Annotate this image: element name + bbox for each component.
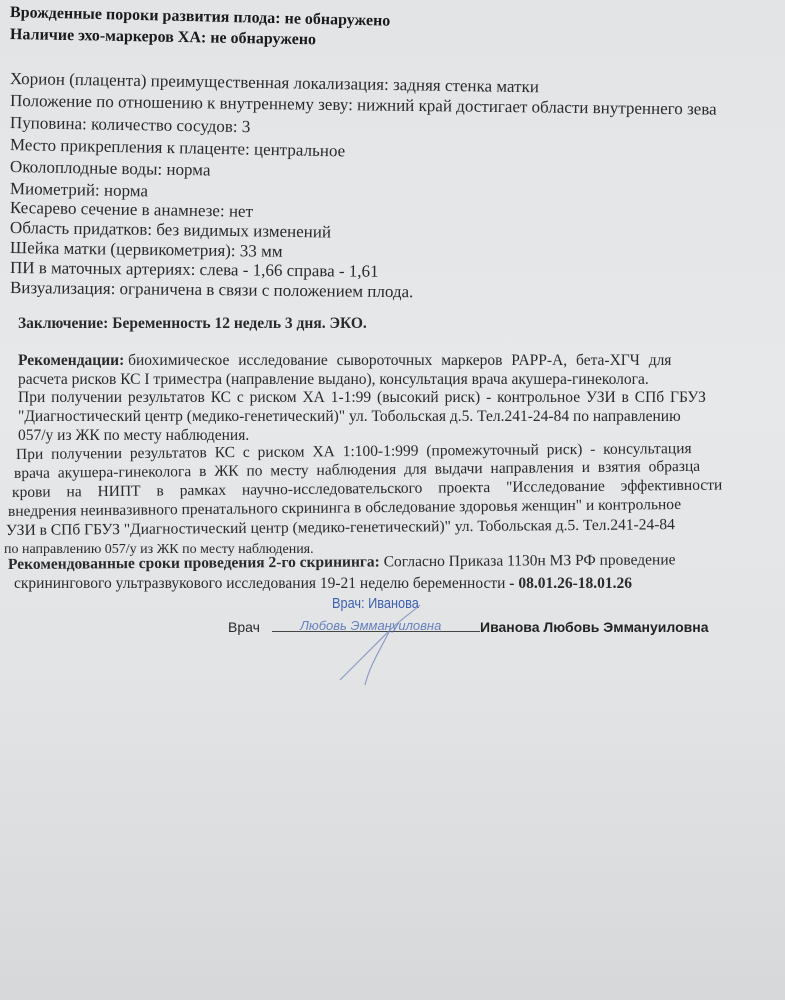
recommendation-line-10: УЗИ в СПб ГБУЗ "Диагностический центр (медико-генетический)" ул. Тобольская д.5. Тел.241-24-84 [5, 516, 675, 539]
recommendation-line-9: внедрения неинвазивного пренатального скрининга в обследование здоровья женщин" и контрольное [7, 495, 682, 520]
screening-line-1 [8, 551, 676, 574]
recommendation-line-4: "Диагностический центр (медико-генетический)" ул. Тобольская д.5. Тел.241-24-84 по направлению [18, 408, 681, 425]
recommendation-line-5: 057/у из ЖК по месту наблюдения. [18, 427, 250, 444]
screening-text-2: скринингового ультразвукового исследования 19-21 неделю беременности [14, 575, 510, 592]
finding-position: Положение по отношению к внутреннему зеву: нижний край достигает области внутреннего зева [9, 91, 717, 119]
signature-label: Врач [228, 619, 260, 635]
doctor-stamp: Врач: Иванова [332, 595, 419, 612]
finding-visualization: Визуализация: ограничена в связи с положением плода. [9, 278, 414, 302]
finding-adnexa: Область придатков: без видимых изменений [9, 218, 332, 242]
header-malformations: Врожденные пороки развития плода: не обнаружено [9, 4, 391, 30]
header-echo-markers: Наличие эхо-маркеров ХА: не обнаружено [9, 26, 317, 49]
screening-label: Рекомендованные сроки проведения 2-го скрининга: [7, 553, 380, 573]
finding-attachment: Место прикрепления к плаценте: центральное [9, 135, 346, 161]
conclusion: Заключение: Беременность 12 недель 3 дня. ЭКО. [18, 315, 367, 332]
recommendation-line-3: При получении результатов КС с риском ХА 1-1:99 (высокий риск) - контрольное УЗИ в СПб ГБУЗ [18, 389, 706, 406]
recommendation-line-1 [18, 352, 671, 370]
finding-amniotic: Околоплодные воды: норма [9, 157, 211, 180]
finding-umbilical: Пуповина: количество сосудов: 3 [9, 113, 251, 137]
finding-myometrium: Миометрий: норма [9, 179, 149, 201]
screening-line-2 [14, 575, 632, 593]
screening-text: Согласно Приказа 1130н МЗ РФ проведение [379, 551, 676, 571]
recommendations-label: Рекомендации: [18, 352, 125, 369]
recommendation-line-2: расчета рисков КС I триместра (направление выдано), консультация врача акушера-гинеколога. [18, 371, 649, 388]
finding-cesarean: Кесарево сечение в анамнезе: нет [9, 198, 254, 221]
recommendation-text: биохимическое исследование сывороточных маркеров PAPP-A, бета-ХГЧ для [128, 352, 672, 369]
recommendation-line-8: крови на НИПТ в рамках научно-исследовательского проекта "Исследование эффективности [11, 476, 723, 501]
recommendation-line-6: При получении результатов КС с риском ХА 1:100-1:999 (промежуточный риск) - консультация [15, 440, 692, 463]
finding-chorion: Хорион (плацента) преимущественная локализация: задняя стенка матки [9, 69, 540, 97]
recommendation-line-11: по направлению 057/у из ЖК по месту наблюдения. [4, 542, 314, 557]
handwritten-signature: Любовь Эммануиловна [300, 618, 442, 633]
recommendation-line-7: врача акушера-гинеколога в ЖК по месту наблюдения для выдачи направления и взятия образца [13, 457, 701, 482]
signature-scribble-icon [320, 600, 440, 690]
finding-cervix: Шейка матки (цервикометрия): 33 мм [9, 238, 283, 261]
doctor-name: Иванова Любовь Эммануиловна [480, 619, 709, 635]
finding-pi: ПИ в маточных артериях: слева - 1,66 справа - 1,61 [9, 258, 379, 281]
screening-dates: - 08.01.26-18.01.26 [509, 575, 632, 592]
